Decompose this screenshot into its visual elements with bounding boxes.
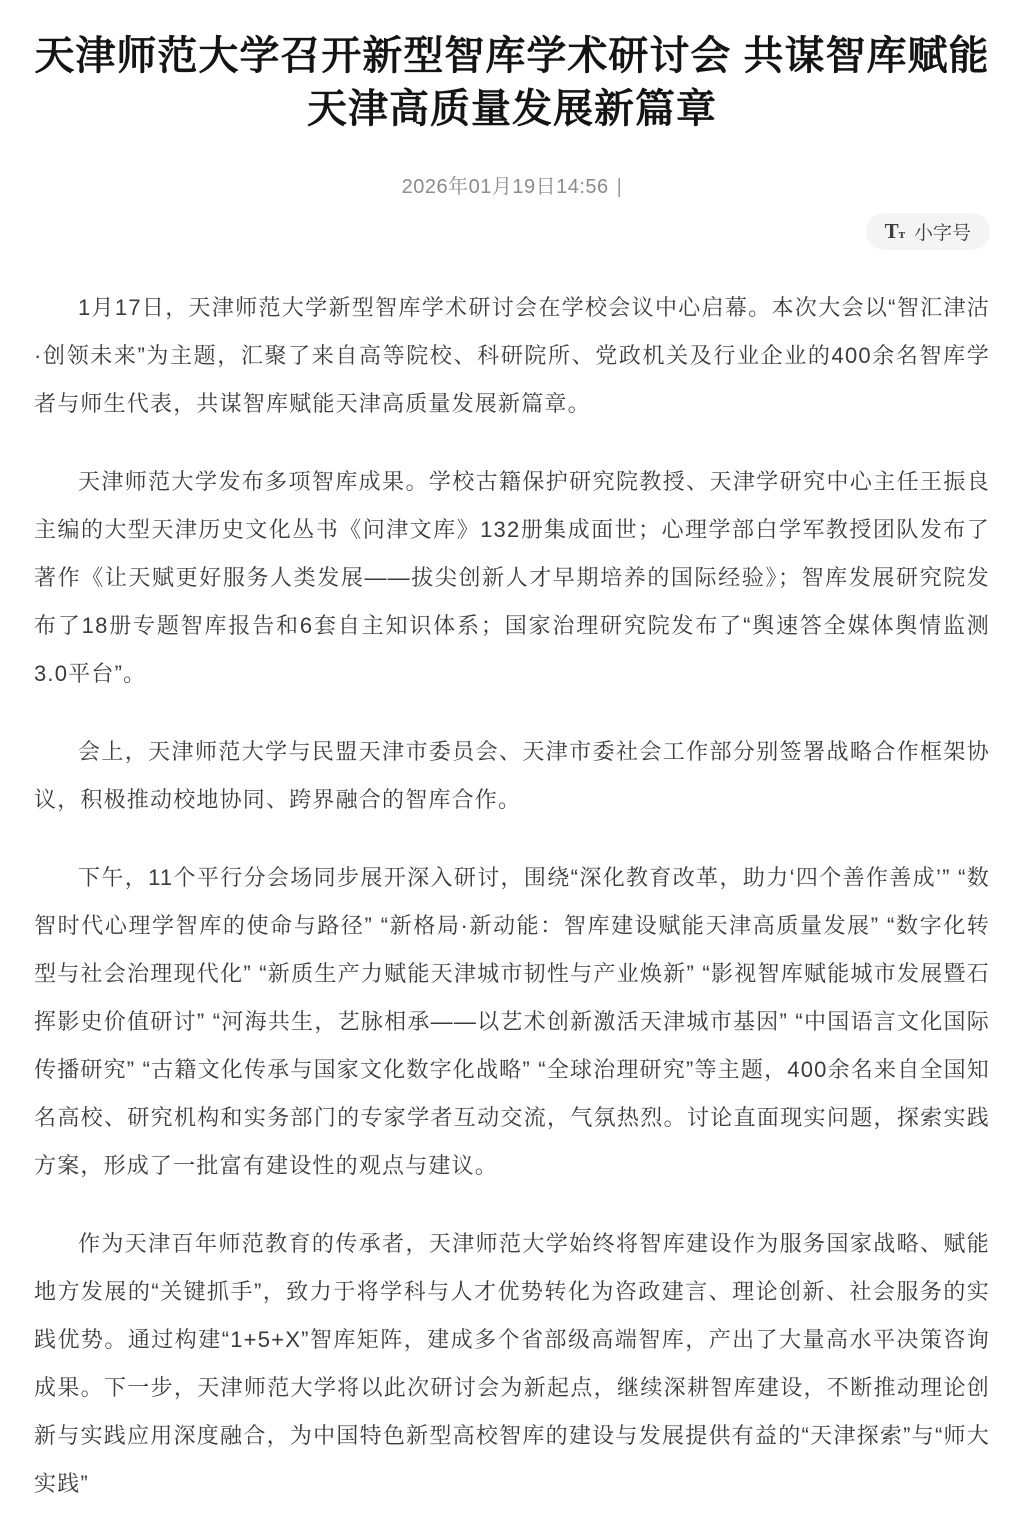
article-paragraph: 作为天津百年师范教育的传承者，天津师范大学始终将智库建设作为服务国家战略、赋能地方发展的“关键抓手”，致力于将学科与人才优势转化为咨政建言、理论创新、社会服务的实践优势。通过构建“1+5+X”智库矩阵，建成多个省部级高端智库，产出了大量高水平决策咨询成果。下一步，天津师范大学将以此次研讨会为新起点，继续深耕智库建设，不断推动理论创新与实践应用深度融合，为中国特色新型高校智库的建设与发展提供有益的“天津探索”与“师大实践” <box>34 1230 990 1496</box>
date-separator: | <box>616 175 623 198</box>
article-meta <box>34 170 990 199</box>
article-toolbar <box>34 213 990 250</box>
font-size-button[interactable] <box>866 213 990 250</box>
font-size-icon-small-t: т <box>898 225 905 241</box>
publish-date: 2026年01月19日14:56 <box>401 175 609 198</box>
article-paragraph: 1月17日，天津师范大学新型智库学术研讨会在学校会议中心启幕。本次大会以“智汇津沽·创领未来”为主题，汇聚了来自高等院校、科研院所、党政机关及行业企业的400余名智库学者与师生代表，共谋智库赋能天津高质量发展新篇章。 <box>34 294 990 416</box>
article-body <box>34 284 990 1508</box>
article-title: 天津师范大学召开新型智库学术研讨会 共谋智库赋能天津高质量发展新篇章 <box>34 34 990 131</box>
font-size-icon-large-t: T <box>884 218 899 243</box>
article-paragraph: 会上，天津师范大学与民盟天津市委员会、天津市委社会工作部分别签署战略合作框架协议，积极推动校地协同、跨界融合的智库合作。 <box>34 738 990 812</box>
article-paragraph: 下午，11个平行分会场同步展开深入研讨，围绕“深化教育改革，助力‘四个善作善成’” “数智时代心理学智库的使命与路径” “新格局·新动能：智库建设赋能天津高质量发展” “数字化转型与社会治理现代化” “新质生产力赋能天津城市韧性与产业焕新” “影视智库赋能城市发展暨石挥影史价值研讨” “河海共生，艺脉相承——以艺术创新激活天津城市基因” “中国语言文化国际传播研究” “古籍文化传承与国家文化数字化战略” “全球治理研究”等主题，400余名来自全国知名高校、研究机构和实务部门的专家学者互动交流，气氛热烈。讨论直面现实问题，探索实践方案，形成了一批富有建设性的观点与建议。 <box>34 864 990 1178</box>
article-paragraph: 天津师范大学发布多项智库成果。学校古籍保护研究院教授、天津学研究中心主任王振良主编的大型天津历史文化丛书《问津文库》132册集成面世；心理学部白学军教授团队发布了著作《让天赋更好服务人类发展——拔尖创新人才早期培养的国际经验》；智库发展研究院发布了18册专题智库报告和6套自主知识体系；国家治理研究院发布了“舆速答全媒体舆情监测3.0平台”。 <box>34 468 990 686</box>
font-size-icon <box>884 218 905 243</box>
font-size-button-label: 小字号 <box>913 222 971 244</box>
